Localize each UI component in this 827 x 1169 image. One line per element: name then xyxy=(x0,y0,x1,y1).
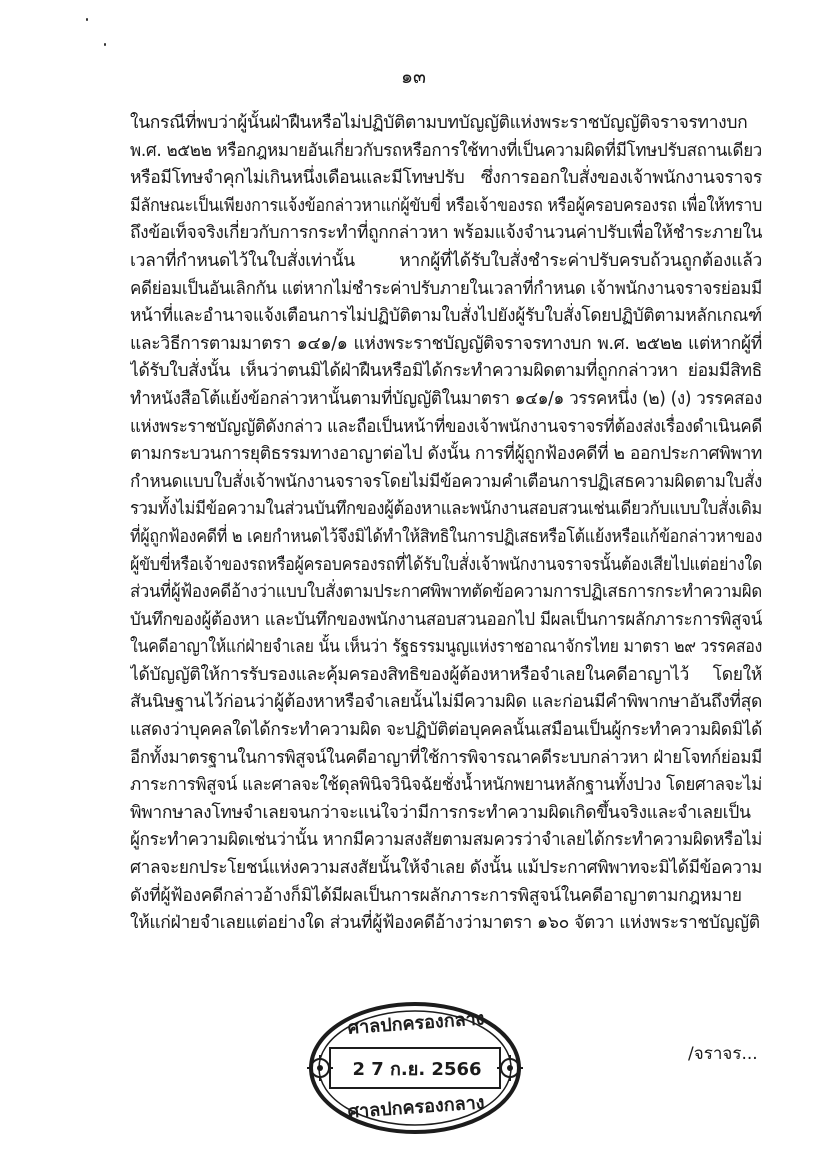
body-line: ได้บัญญัติให้การรับรองและคุ้มครองสิทธิของผู้ต้องหาหรือจำเลยในคดีอาญาไว้ โดยให้ xyxy=(130,664,762,685)
body-line: ถึงข้อเท็จจริงเกี่ยวกับการกระทำที่ถูกกล่าวหา พร้อมแจ้งจำนวนค่าปรับเพื่อให้ชำระภายใน xyxy=(130,223,762,244)
body-line: แสดงว่าบุคคลใดได้กระทำความผิด จะปฏิบัติต่อบุคคลนั้นเสมือนเป็นผู้กระทำความผิดมิได้ xyxy=(130,720,762,741)
body-line: ผู้ขับขี่หรือเจ้าของรถหรือผู้ครอบครองรถที่ได้รับใบสั่งเจ้าพนักงานจราจรนั้นต้องเสียไปแต่อย่างใด xyxy=(130,554,762,575)
body-line: ในคดีอาญาให้แก่ฝ่ายจำเลย นั้น เห็นว่า รัฐธรรมนูญแห่งราชอาณาจักรไทย มาตรา ๒๙ วรรคสอง xyxy=(130,637,762,658)
body-line: ผู้กระทำความผิดเช่นว่านั้น หากมีความสงสัยตามสมควรว่าจำเลยได้กระทำความผิดหรือไม่ xyxy=(130,830,762,851)
stamp-bottom-text: ศาลปกครองกลาง xyxy=(346,1092,486,1123)
body-line: ศาลจะยกประโยชน์แห่งความสงสัยนั้นให้จำเลย ดังนั้น แม้ประกาศพิพาทจะมิได้มีข้อความ xyxy=(130,858,762,879)
body-line: ที่ผู้ถูกฟ้องคดีที่ ๒ เคยกำหนดไว้จึงมิได้ทำให้สิทธิในการปฏิเสธหรือโต้แย้งหรือแก้ข้อกล่าวหาของ xyxy=(130,526,762,547)
body-line: และวิธีการตามมาตรา ๑๔๑/๑ แห่งพระราชบัญญัติจราจรทางบก พ.ศ. ๒๕๒๒ แต่หากผู้ที่ xyxy=(130,333,762,354)
body-line: พิพากษาลงโทษจำเลยจนกว่าจะแน่ใจว่ามีการกระทำความผิดเกิดขึ้นจริงและจำเลยเป็น xyxy=(130,802,751,823)
body-line: ส่วนที่ผู้ฟ้องคดีอ้างว่าแบบใบสั่งตามประกาศพิพาทตัดข้อความการปฏิเสธการกระทำความผิด xyxy=(130,582,762,603)
body-line: ตามกระบวนการยุติธรรมทางอาญาต่อไป ดังนั้น การที่ผู้ถูกฟ้องคดีที่ ๒ ออกประกาศพิพาท xyxy=(130,444,762,465)
scan-speck xyxy=(86,18,88,21)
scan-speck xyxy=(104,43,106,46)
stamp-date: 2 7 ก.ย. 2566 xyxy=(352,1059,482,1080)
body-line: สันนิษฐานไว้ก่อนว่าผู้ต้องหาหรือจำเลยนั้นไม่มีความผิด และก่อนมีคำพิพากษาอันถึงที่สุด xyxy=(130,692,762,713)
court-stamp xyxy=(300,992,530,1142)
body-line: ให้แก่ฝ่ายจำเลยแต่อย่างใด ส่วนที่ผู้ฟ้องคดีอ้างว่ามาตรา ๑๖๐ จัตวา แห่งพระราชบัญญัติ xyxy=(130,913,760,934)
body-line: รวมทั้งไม่มีข้อความในส่วนบันทึกของผู้ต้องหาและพนักงานสอบสวนเช่นเดียวกับแบบใบสั่งเดิม xyxy=(130,499,762,520)
body-line: กำหนดแบบใบสั่งเจ้าพนักงานจราจรโดยไม่มีข้อความคำเตือนการปฏิเสธความผิดตามใบสั่ง xyxy=(130,471,762,492)
body-line: หน้าที่และอำนาจแจ้งเตือนการไม่ปฏิบัติตามใบสั่งไปยังผู้รับใบสั่งโดยปฏิบัติตามหลักเกณฑ์ xyxy=(130,306,762,327)
body-line: ได้รับใบสั่งนั้น เห็นว่าตนมิได้ฝ่าฝืนหรือมิได้กระทำความผิดตามที่ถูกกล่าวหา ย่อมมีสิทธิ xyxy=(130,361,762,382)
body-line: แห่งพระราชบัญญัติดังกล่าว และถือเป็นหน้าที่ของเจ้าพนักงานจราจรที่ต้องส่งเรื่องดำเนินคดี xyxy=(130,416,762,437)
body-line: ในกรณีที่พบว่าผู้นั้นฝ่าฝืนหรือไม่ปฏิบัติตามบทบัญญัติแห่งพระราชบัญญัติจราจรทางบก xyxy=(130,113,748,133)
body-line: มีลักษณะเป็นเพียงการแจ้งข้อกล่าวหาแก่ผู้ขับขี่ หรือเจ้าของรถ หรือผู้ครอบครองรถ เพื่อให้ทราบ xyxy=(130,195,762,216)
body-line: พ.ศ. ๒๕๒๒ หรือกฎหมายอันเกี่ยวกับรถหรือการใช้ทางที่เป็นความผิดที่มีโทษปรับสถานเดียว xyxy=(130,140,762,161)
body-line: ภาระการพิสูจน์ และศาลจะใช้ดุลพินิจวินิจฉัยชั่งน้ำหนักพยานหลักฐานทั้งปวง โดยศาลจะไม่ xyxy=(130,775,762,796)
body-line: ดังที่ผู้ฟ้องคดีกล่าวอ้างก็มิได้มีผลเป็นการผลักภาระการพิสูจน์ในคดีอาญาตามกฎหมาย xyxy=(130,885,742,906)
body-text xyxy=(130,110,762,938)
body-line: หรือมีโทษจำคุกไม่เกินหนึ่งเดือนและมีโทษปรับ ซึ่งการออกใบสั่งของเจ้าพนักงานจราจร xyxy=(130,168,762,189)
body-line: อีกทั้งมาตรฐานในการพิสูจน์ในคดีอาญาที่ใช้การพิจารณาคดีระบบกล่าวหา ฝ่ายโจทก์ย่อมมี xyxy=(130,747,762,768)
body-line: คดีย่อมเป็นอันเลิกกัน แต่หากไม่ชำระค่าปรับภายในเวลาที่กำหนด เจ้าพนักงานจราจรย่อมมี xyxy=(130,278,762,299)
page-number: ๑๓ xyxy=(400,66,427,88)
body-line: เวลาที่กำหนดไว้ในใบสั่งเท่านั้น หากผู้ที่ได้รับใบสั่งชำระค่าปรับครบถ้วนถูกต้องแล้ว xyxy=(130,250,762,271)
body-line: ทำหนังสือโต้แย้งข้อกล่าวหานั้นตามที่บัญญัติในมาตรา ๑๔๑/๑ วรรคหนึ่ง (๒) (ง) วรรคสอง xyxy=(130,388,762,409)
continuation-marker: /จราจร... xyxy=(688,1044,758,1064)
body-line: บันทึกของผู้ต้องหา และบันทึกของพนักงานสอบสวนออกไป มีผลเป็นการผลักภาระการพิสูจน์ xyxy=(130,609,762,630)
stamp-top-text: ศาลปกครองกลาง xyxy=(346,1008,486,1039)
